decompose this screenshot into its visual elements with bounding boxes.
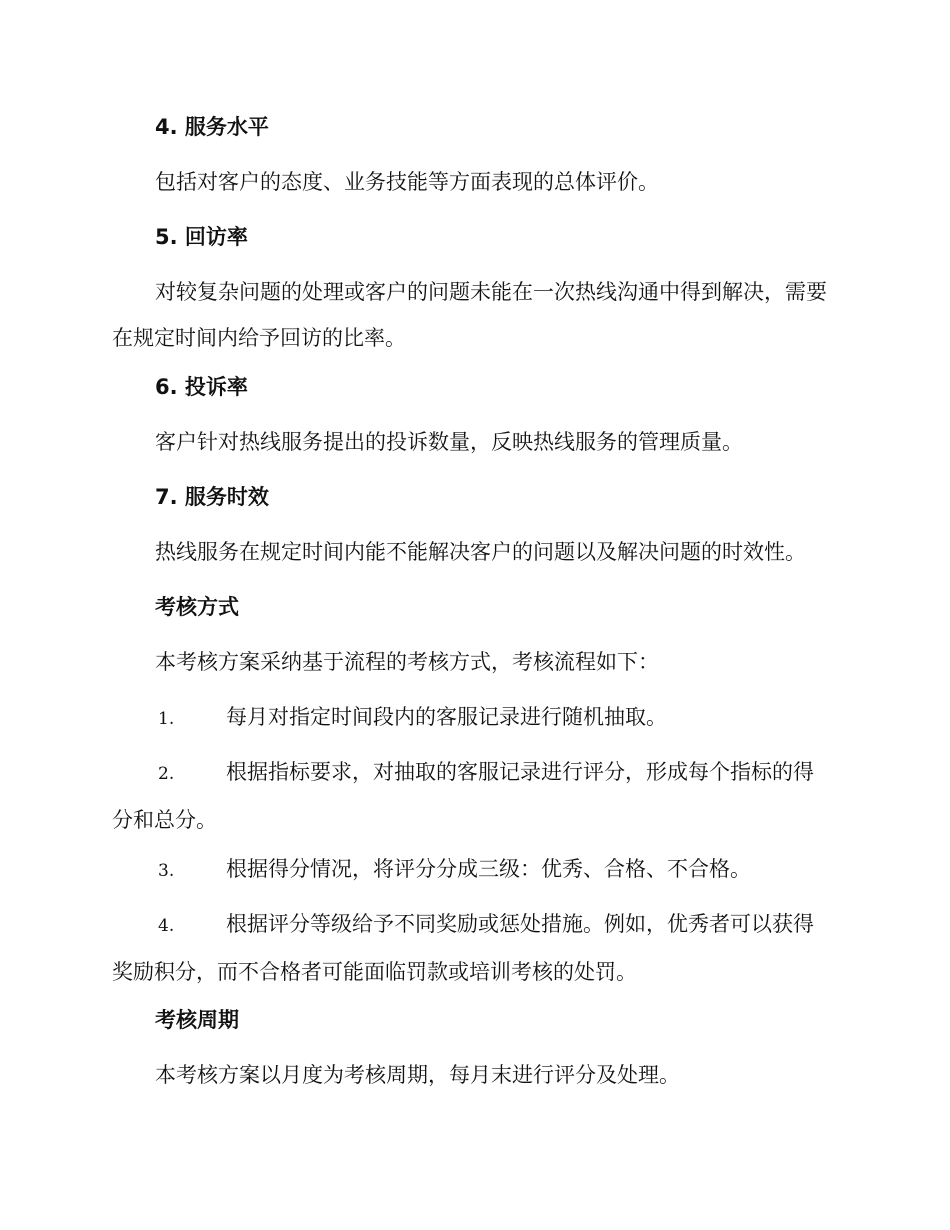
section-text-complaint-rate: 客户针对热线服务提出的投诉数量，反映热线服务的管理质量。 [155,430,743,454]
section-heading-complaint-rate: 6. 投诉率 [155,375,248,399]
list-item [112,846,834,894]
list-item-text: 每月对指定时间段内的客服记录进行随机抽取。 [226,705,667,729]
list-item-number: 2. [158,764,175,784]
list-item-number: 4. [158,916,175,936]
list-item-text: 根据指标要求，对抽取的客服记录进行评分，形成每个指标的得分和总分。 [112,760,814,832]
list-item [112,901,834,995]
assessment-period-text: 本考核方案以月度为考核周期，每月末进行评分及处理。 [155,1063,680,1087]
list-item [112,694,834,742]
section-text-service-timeliness: 热线服务在规定时间内能不能解决客户的问题以及解决问题的时效性。 [155,540,806,564]
section-heading-revisit-rate: 5. 回访率 [155,225,248,249]
section-heading-assessment-period: 考核周期 [155,1008,239,1032]
list-item-number: 1. [158,709,175,729]
section-heading-service-level: 4. 服务水平 [155,115,269,139]
section-heading-assessment-method: 考核方式 [155,595,239,619]
list-item-text: 根据评分等级给予不同奖励或惩处措施。例如，优秀者可以获得奖励积分，而不合格者可能面临罚款或培训考核的处罚。 [112,912,814,984]
list-item-number: 3. [158,861,175,881]
list-item-text: 根据得分情况，将评分分成三级：优秀、合格、不合格。 [226,857,751,881]
section-heading-service-timeliness: 7. 服务时效 [155,485,269,509]
section-text-revisit-rate: 对较复杂问题的处理或客户的问题未能在一次热线沟通中得到解决，需要在规定时间内给予回访的比率。 [112,280,827,350]
section-text-service-level: 包括对客户的态度、业务技能等方面表现的总体评价。 [155,170,659,194]
assessment-method-intro: 本考核方案采纳基于流程的考核方式，考核流程如下： [155,650,659,674]
list-item [112,749,834,843]
